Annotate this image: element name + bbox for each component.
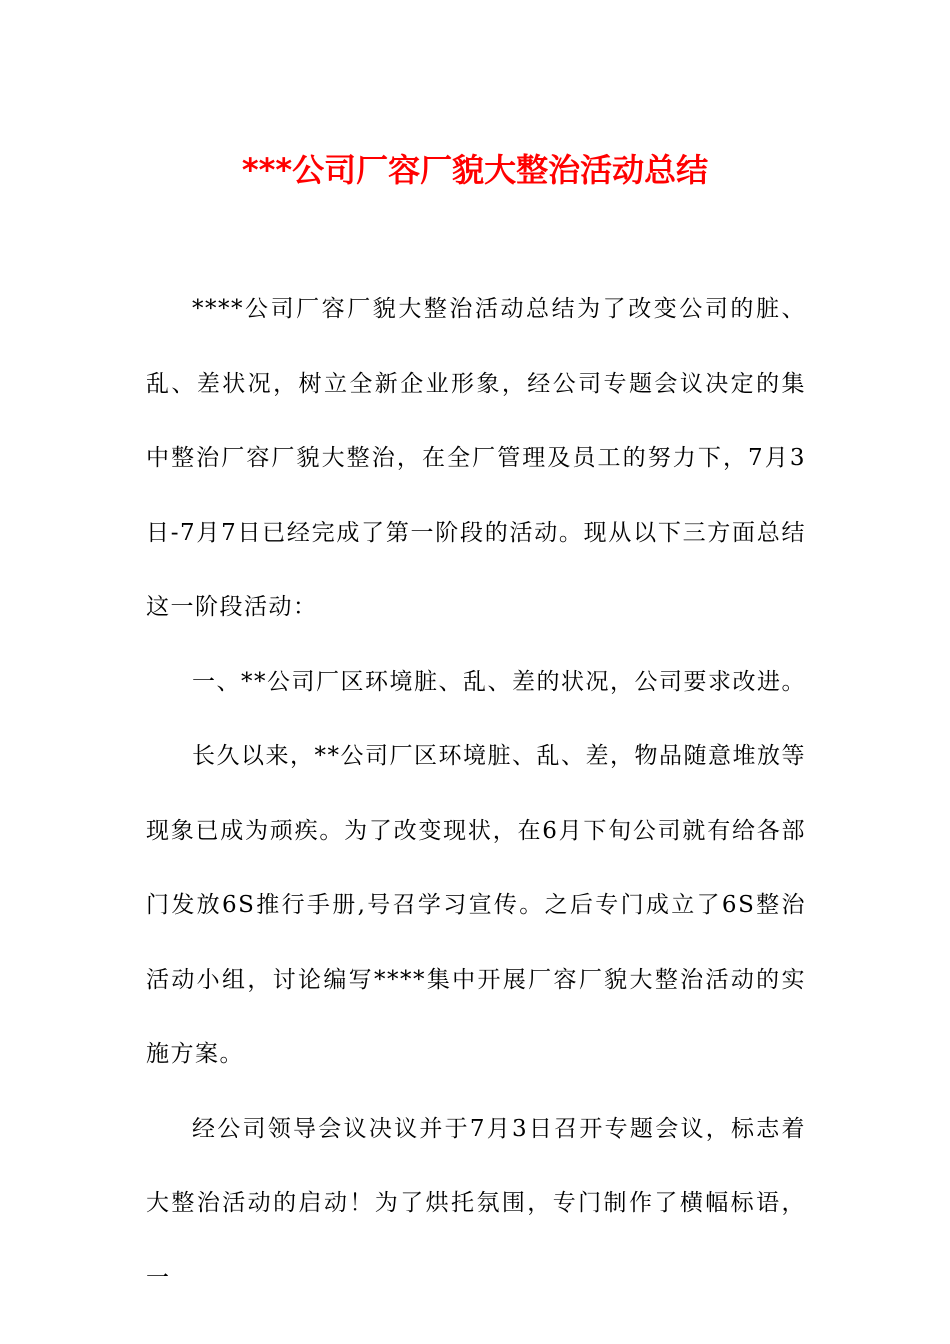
- document-body: [146, 272, 806, 1315]
- paragraph-launch: 经公司领导会议决议并于7月3日召开专题会议，标志着大整治活动的启动！为了烘托氛围，专门制作了横幅标语，一: [146, 1115, 806, 1291]
- paragraph-section-one-heading: 一、**公司厂区环境脏、乱、差的状况，公司要求改进。: [192, 668, 806, 695]
- paragraph-intro: ****公司厂容厂貌大整治活动总结为了改变公司的脏、乱、差状况，树立全新企业形象，经公司专题会议决定的集中整治厂容厂貌大整治，在全厂管理及员工的努力下，7月3日-7月7日已经完成了第一阶段的活动。现从以下三方面总结这一阶段活动：: [146, 296, 806, 620]
- document-title: ***公司厂容厂貌大整治活动总结: [241, 151, 709, 189]
- paragraph-background: 长久以来，**公司厂区环境脏、乱、差，物品随意堆放等现象已成为顽疾。为了改变现状，在6月下旬公司就有给各部门发放6S推行手册,号召学习宣传。之后专门成立了6S整治活动小组，讨论编写****集中开展厂容厂貌大整治活动的实施方案。: [146, 743, 806, 1067]
